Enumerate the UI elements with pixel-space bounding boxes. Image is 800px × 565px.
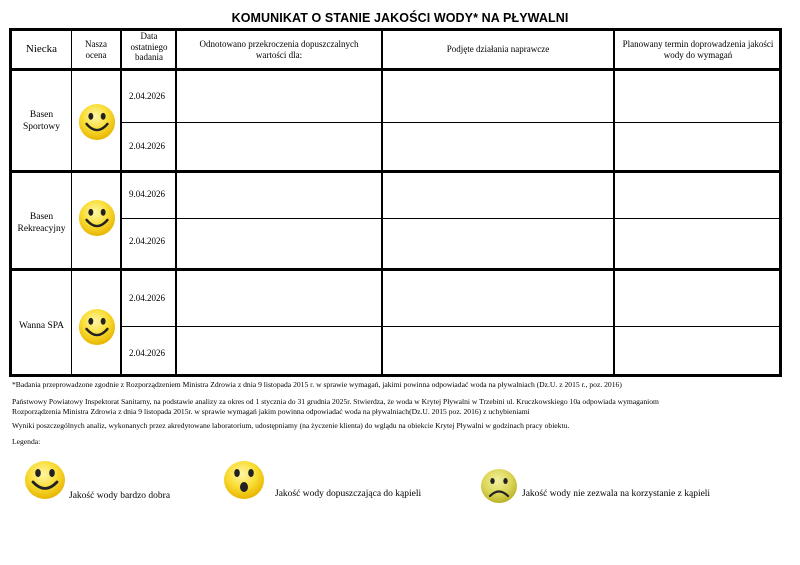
happy-face-icon bbox=[78, 102, 116, 142]
results-note: Wyniki poszczególnych analiz, wykonanych przez akredytowane laboratorium, udostępniamy (na życzenie klienta) do wglądu na obiekcie Krytej Pływalni w godzinach pracy obiektu. bbox=[12, 421, 570, 430]
pool-name bbox=[12, 109, 71, 133]
regulation-note: *Badania przeprowadzone zgodnie z Rozporządzeniem Ministra Zdrowia z dnia 9 listopada 2015 r. w sprawie wymagań, jakimi powinna odpowiadać woda na pływalniach (Dz.U. z 2015 r., poz. 2016) bbox=[12, 380, 622, 389]
test-date: 2.04.2026 bbox=[129, 348, 165, 358]
table-divider bbox=[12, 68, 779, 71]
header-pool: Niecka bbox=[25, 43, 58, 55]
header-exceedances: Odnotowano przekroczenia dopuszczalnych wartości dla: bbox=[199, 39, 359, 60]
inspector-note-line: Rozporządzenia Ministra Zdrowia z dnia 9 listopada 2015r. w sprawie wymagań jakim powinna odpowiadać woda na pływalniach(Dz.U. 2015 poz. 2016) z uchybieniami bbox=[12, 407, 530, 416]
table-divider bbox=[121, 218, 779, 219]
table-divider bbox=[12, 170, 779, 173]
header-last-test-date: Data ostatniego badania bbox=[130, 31, 168, 62]
pool-name-line: Rekreacyjny bbox=[17, 224, 66, 234]
table-divider bbox=[71, 31, 72, 374]
pool-name-line: Sportowy bbox=[23, 122, 60, 132]
inspector-note-line: Państwowy Powiatowy Inspektorat Sanitarny, na podstawie analizy za okres od 1 stycznia do 31 grudnia 2025r. Stwierdza, że woda w Krytej Pływalni w Trzebini ul. Kruczkowskiego 10a odpowiada wymaganiom bbox=[12, 397, 659, 406]
sad-face-icon bbox=[480, 468, 518, 504]
legend-very-good-label: Jakość wody bardzo dobra bbox=[69, 491, 171, 501]
test-date: 2.04.2026 bbox=[129, 141, 165, 151]
table-divider bbox=[120, 31, 122, 374]
happy-face-icon bbox=[78, 307, 116, 347]
test-date: 2.04.2026 bbox=[129, 293, 165, 303]
pool-name bbox=[12, 211, 71, 235]
test-date: 2.04.2026 bbox=[129, 91, 165, 101]
table-divider bbox=[613, 31, 615, 374]
water-quality-table bbox=[9, 28, 782, 377]
table-divider bbox=[381, 31, 383, 374]
surprised-face-icon bbox=[223, 460, 265, 500]
pool-name-line: Basen bbox=[29, 110, 54, 120]
table-divider bbox=[121, 326, 779, 327]
table-divider bbox=[12, 268, 779, 271]
table-divider bbox=[121, 122, 779, 123]
legend-label: Legenda: bbox=[12, 437, 41, 446]
happy-face-icon bbox=[24, 460, 66, 500]
legend-acceptable-label: Jakość wody dopuszczająca do kąpieli bbox=[275, 489, 422, 499]
test-date: 2.04.2026 bbox=[129, 236, 165, 246]
header-corrective-actions: Podjęte działania naprawcze bbox=[446, 44, 550, 54]
table-divider bbox=[175, 31, 177, 374]
page-title: KOMUNIKAT O STANIE JAKOŚCI WODY* NA PŁYWALNI bbox=[231, 11, 569, 25]
pool-name bbox=[12, 320, 71, 332]
pool-name-line: Wanna SPA bbox=[18, 321, 65, 331]
header-planned-date: Planowany termin doprowadzenia jakości wody do wymagań bbox=[622, 39, 774, 60]
test-date: 9.04.2026 bbox=[129, 189, 165, 199]
inspector-note bbox=[12, 397, 782, 417]
legend-not-allowed-label: Jakość wody nie zezwala na korzystanie z kąpieli bbox=[522, 489, 711, 499]
header-rating: Nasza ocena bbox=[85, 39, 107, 60]
pool-name-line: Basen bbox=[29, 212, 54, 222]
happy-face-icon bbox=[78, 198, 116, 238]
